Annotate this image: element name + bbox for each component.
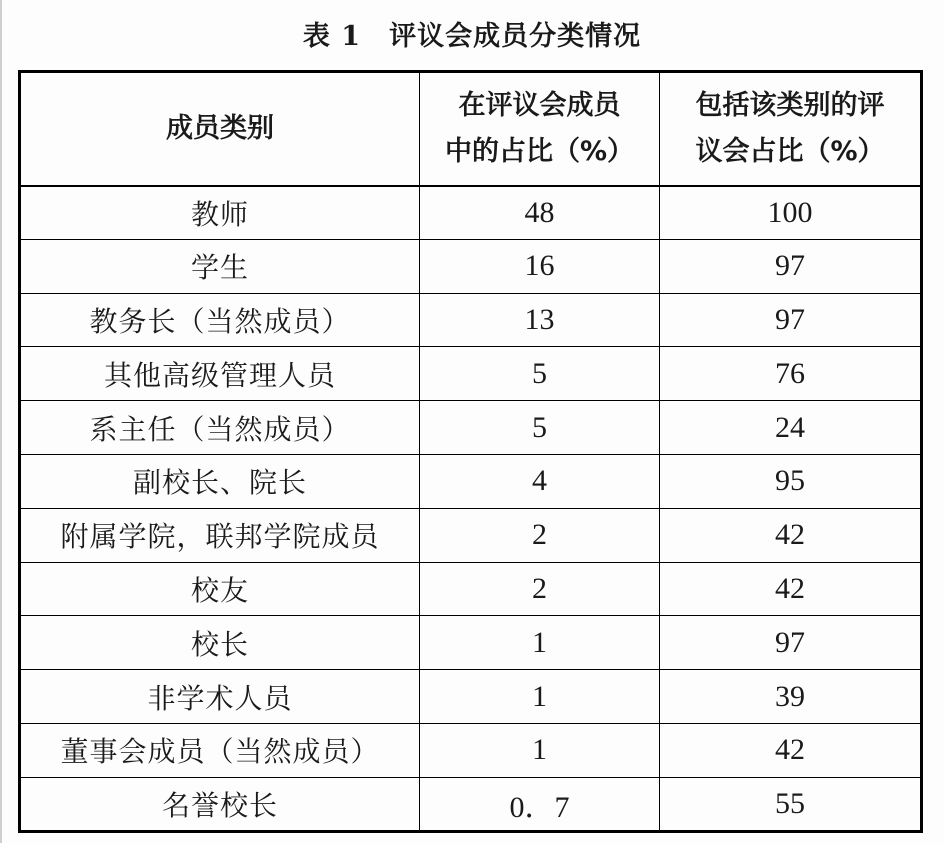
- share-cell: 0．7: [420, 777, 660, 831]
- table-row: [20, 777, 922, 831]
- header-line: 在评议会成员: [458, 89, 621, 121]
- table-row: [20, 508, 922, 562]
- share-cell: 5: [420, 401, 660, 455]
- table-row: [20, 401, 922, 455]
- table-row: [20, 562, 922, 616]
- councils-cell: 95: [660, 454, 922, 508]
- category-cell: 副校长、院长: [20, 454, 420, 508]
- table-row: [20, 186, 922, 240]
- councils-cell: 42: [660, 723, 922, 777]
- councils-cell: 42: [660, 508, 922, 562]
- councils-cell: 97: [660, 616, 922, 670]
- category-cell: 名誉校长: [20, 777, 420, 831]
- header-line: 成员类别: [166, 112, 274, 144]
- councils-cell: 97: [660, 239, 922, 293]
- header-line: 议会占比（%）: [695, 135, 885, 167]
- share-cell: 2: [420, 508, 660, 562]
- category-cell: 校长: [20, 616, 420, 670]
- table-body: [20, 186, 922, 832]
- share-cell: 13: [420, 293, 660, 347]
- table-row: [20, 239, 922, 293]
- category-cell: 教师: [20, 186, 420, 240]
- category-cell: 附属学院，联邦学院成员: [20, 508, 420, 562]
- header-line: 中的占比（%）: [444, 135, 635, 167]
- councils-cell: 97: [660, 293, 922, 347]
- table-title: 评议会成员分类情况: [389, 21, 642, 52]
- category-cell: 系主任（当然成员）: [20, 401, 420, 455]
- share-cell: 4: [420, 454, 660, 508]
- share-cell: 1: [420, 616, 660, 670]
- header-row: [20, 72, 922, 186]
- share-cell: 1: [420, 670, 660, 724]
- councils-cell: 24: [660, 401, 922, 455]
- table-number: 表 1: [302, 21, 362, 52]
- category-cell: 教务长（当然成员）: [20, 293, 420, 347]
- table-row: [20, 454, 922, 508]
- member-category-table: [18, 70, 923, 833]
- table-caption: [0, 14, 944, 53]
- share-cell: 48: [420, 186, 660, 240]
- councils-cell: 55: [660, 777, 922, 831]
- category-cell: 学生: [20, 239, 420, 293]
- share-cell: 16: [420, 239, 660, 293]
- header-councils: [660, 72, 922, 186]
- table-row: [20, 723, 922, 777]
- header-share: [420, 72, 660, 186]
- category-cell: 其他高级管理人员: [20, 347, 420, 401]
- page-edge: [0, 0, 2, 843]
- table-row: [20, 347, 922, 401]
- share-cell: 1: [420, 723, 660, 777]
- category-cell: 校友: [20, 562, 420, 616]
- councils-cell: 42: [660, 562, 922, 616]
- table-row: [20, 293, 922, 347]
- category-cell: 非学术人员: [20, 670, 420, 724]
- councils-cell: 39: [660, 670, 922, 724]
- share-cell: 2: [420, 562, 660, 616]
- share-cell: 5: [420, 347, 660, 401]
- category-cell: 董事会成员（当然成员）: [20, 723, 420, 777]
- table-row: [20, 616, 922, 670]
- councils-cell: 76: [660, 347, 922, 401]
- table-row: [20, 670, 922, 724]
- header-category: [20, 72, 420, 186]
- header-line: 包括该类别的评: [695, 89, 885, 121]
- councils-cell: 100: [660, 186, 922, 240]
